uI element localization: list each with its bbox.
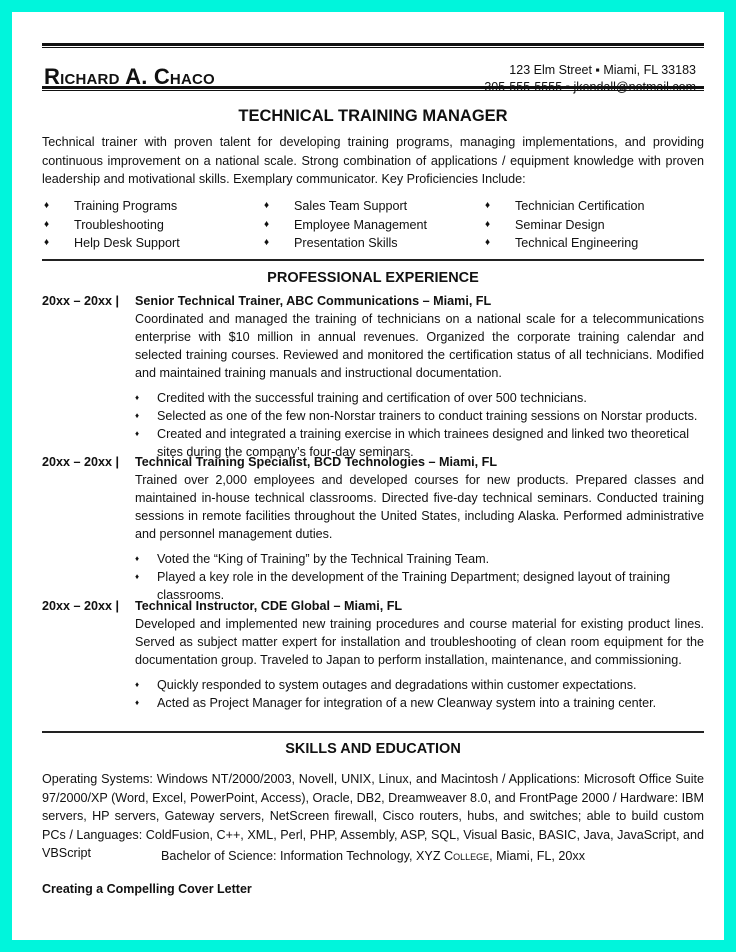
summary-paragraph: Technical trainer with proven talent for developing training programs, managing implementations, and providing continuous improvement on a national scale. Strong combination of applications / equipment knowledge with proven leadership and motivational skills. Exemplary communicator. Key Proficiencies Include: [42,135,704,186]
job-entry [42,292,704,461]
job-bullet: ♦ Acted as Project Manager for integration of a new Cleanway system into a training center. [135,696,657,710]
diamond-bullet-icon: ♦ [264,200,270,211]
job-description: Trained over 2,000 employees and developed courses for new products. Prepared classes and maintained in-house technical classrooms. Directed five-day technical seminars. Conducted training sessions in remote facilities throughout the United States, including Alaska. Performed administrative and personnel management duties. [135,473,704,541]
job-description: Coordinated and managed the training of technicians on a national scale for a telecommunications enterprise with $10 million in annual revenues. Organized the corporate training calendar and selected training courses. Reviewed and monitored the certification status of all technicians. Modified and maintained training manuals and instructional documentation. [135,312,704,380]
caption-text: Creating a Compelling Cover Letter [42,882,252,896]
job-bullet: ♦ Played a key role in the development of the Training Department; designed layout of training classrooms. [135,570,671,602]
section-divider [42,731,704,733]
job-dates: 20xx – 20xx | [42,294,120,308]
diamond-bullet-icon: ♦ [135,554,140,563]
proficiencies-grid [42,197,704,253]
diamond-bullet-icon: ♦ [485,218,491,230]
candidate-name: Richard A. Chaco [44,64,215,89]
job-title: Technical Instructor, CDE Global – Miami, FL [135,599,403,613]
job-entry [42,453,704,604]
diamond-bullet-icon: ♦ [485,237,491,248]
proficiency-item: ♦ Seminar Design [483,216,704,235]
job-bullet: ♦ Voted the “King of Training” by the Technical Training Team. [135,552,490,566]
job-title: Technical Training Specialist, BCD Technologies – Miami, FL [135,455,498,469]
diamond-bullet-icon: ♦ [264,218,270,230]
experience-heading: PROFESSIONAL EXPERIENCE [267,270,479,286]
skills-paragraph: Operating Systems: Windows NT/2000/2003, Novell, UNIX, Linux, and Macintosh / Applications: Microsoft Office Suite 97/2000/XP (Word, Excel, PowerPoint, Access), Oracle, DB2, Dreamweaver 8.0, and FrontPage 2000 / Hardware: IBM servers, HP servers, Gateway servers, NetScreen firewall, Cisco routers, hubs, and switches; able to build custom PCs / Languages: ColdFusion, C++, XML, Perl, PHP, Assembly, ASP, SQL, Visual Basic, BASIC, Java, JavaScript, and VBScript [42,772,704,860]
diamond-bullet-icon: ♦ [44,237,50,248]
diamond-bullet-icon: ♦ [485,200,491,211]
diamond-bullet-icon: ♦ [135,411,140,420]
header-top-rule [42,43,704,48]
diamond-bullet-icon: ♦ [135,698,140,707]
job-bullets [135,676,704,712]
diamond-bullet-icon: ♦ [44,200,50,211]
proficiency-item: ♦ Training Programs [42,197,262,216]
job-dates: 20xx – 20xx | [42,455,120,469]
job-entry [42,597,704,712]
diamond-bullet-icon: ♦ [135,393,140,402]
proficiency-column [42,197,262,253]
proficiency-item: ♦ Technician Certification [483,197,704,216]
job-title: Senior Technical Trainer, ABC Communications – Miami, FL [135,294,492,308]
contact-phone-email: 305-555-5555 ▪ jkendall@notmail.com [484,80,696,94]
job-bullet: ♦ Credited with the successful training and certification of over 500 technicians. [135,391,587,405]
proficiency-item: ♦ Sales Team Support [262,197,483,216]
diamond-bullet-icon: ♦ [44,218,50,230]
proficiency-item: ♦ Troubleshooting [42,216,262,235]
job-bullet: ♦ Created and integrated a training exercise in which trainees designed and linked two theoretical sites during the company’s four-day seminars. [135,427,690,459]
proficiency-column [483,197,704,253]
job-description: Developed and implemented new training procedures and course material for existing product lines. Served as subject matter expert for installation and troubleshooting of clean room equipment for the documentation group. Traveled to Japan to perform installation, maintenance, and commissioning. [135,617,704,667]
college-name: College [444,849,490,863]
job-dates: 20xx – 20xx | [42,599,120,613]
proficiency-item: ♦ Employee Management [262,216,483,235]
skills-heading: SKILLS AND EDUCATION [285,741,461,757]
job-bullets [135,550,704,604]
header-bottom-rule [42,86,704,91]
contact-address: 123 Elm Street ▪ Miami, FL 33183 [509,63,696,77]
job-bullets [135,389,704,461]
job-bullet: ♦ Selected as one of the few non-Norstar trainers to conduct training sessions on Norstar products. [135,409,698,423]
proficiency-item: ♦ Technical Engineering [483,234,704,253]
diamond-bullet-icon: ♦ [135,572,140,581]
job-bullet: ♦ Quickly responded to system outages and degradations within customer expectations. [135,678,637,692]
diamond-bullet-icon: ♦ [135,429,140,438]
proficiency-item: ♦ Help Desk Support [42,234,262,253]
section-divider [42,259,704,261]
diamond-bullet-icon: ♦ [135,680,140,689]
proficiency-column [262,197,483,253]
education-line: Bachelor of Science: Information Technology, XYZ College, Miami, FL, 20xx [160,849,586,863]
diamond-bullet-icon: ♦ [264,237,270,248]
job-title-heading: TECHNICAL TRAINING MANAGER [238,107,508,125]
resume-page [12,12,724,940]
proficiency-item: ♦ Presentation Skills [262,234,483,253]
